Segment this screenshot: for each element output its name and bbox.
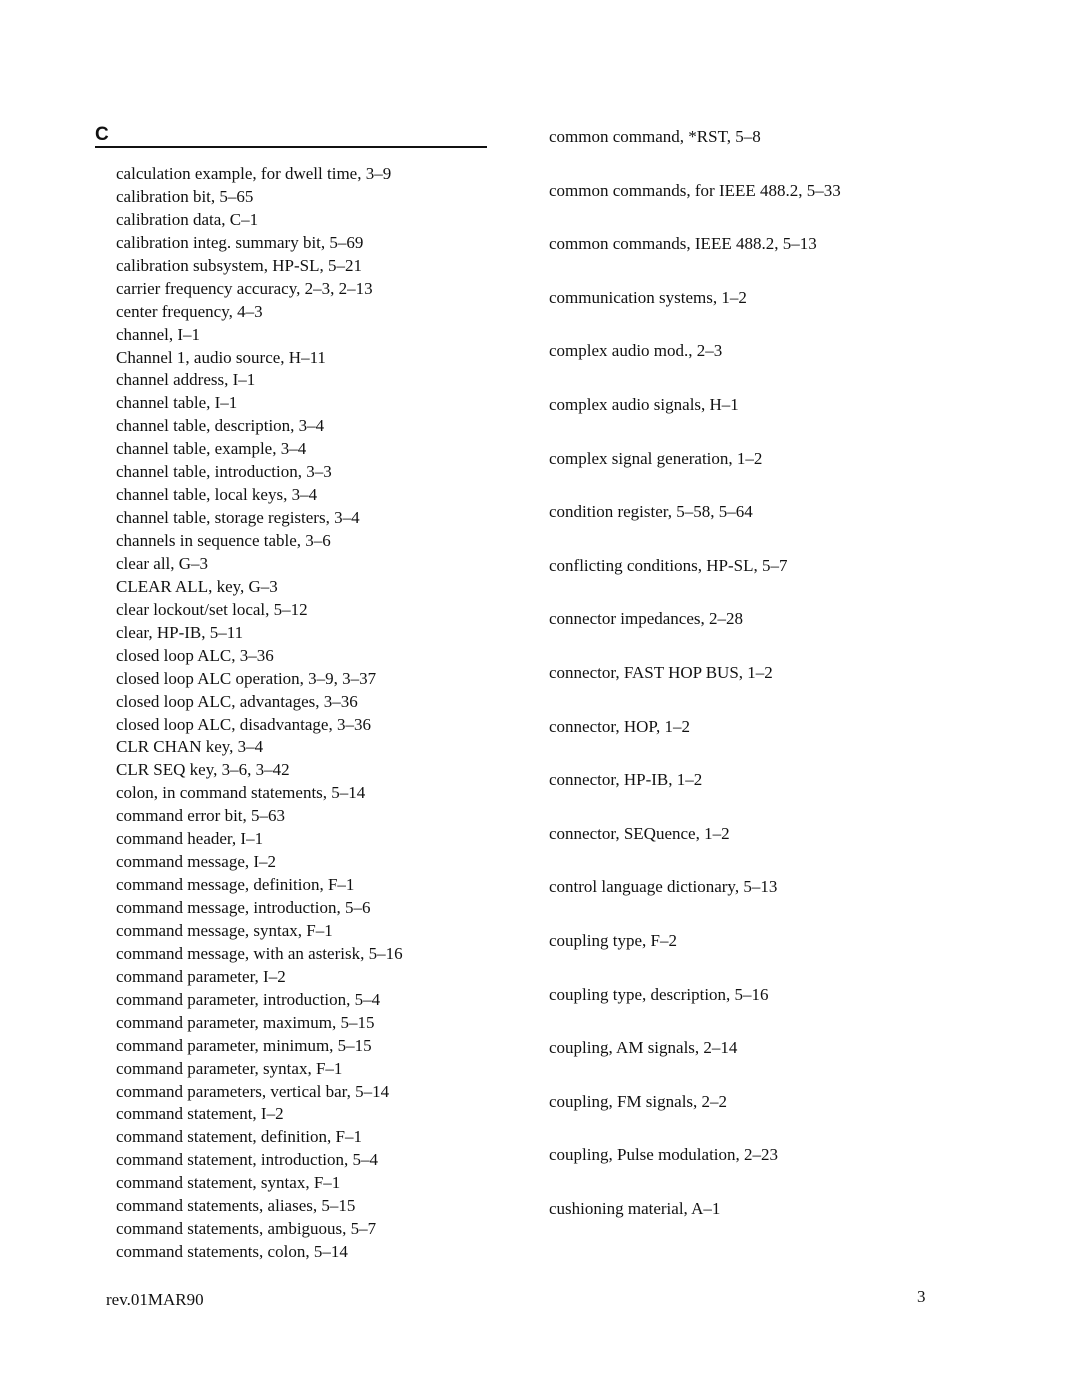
index-entry: command message, I–2 [116, 852, 277, 872]
index-entry: clear all, G–3 [116, 553, 209, 573]
index-entry: command header, I–1 [116, 829, 264, 849]
index-entry: CLR SEQ key, 3–6, 3–42 [116, 760, 290, 780]
index-entry: calibration bit, 5–65 [116, 186, 254, 206]
index-entry: command statements, colon, 5–14 [116, 1242, 348, 1262]
index-entry: command parameter, I–2 [116, 966, 286, 986]
index-entry: command message, with an asterisk, 5–16 [116, 943, 403, 963]
index-entry: command error bit, 5–63 [116, 806, 286, 826]
index-entry: channel table, storage registers, 3–4 [116, 508, 360, 528]
index-entry: command parameter, introduction, 5–4 [116, 989, 381, 1009]
page-number: 3 [917, 1287, 926, 1306]
index-entry: coupling, Pulse modulation, 2–23 [549, 1145, 779, 1165]
index-entry: coupling type, description, 5–16 [549, 984, 769, 1004]
index-entry: carrier frequency accuracy, 2–3, 2–13 [116, 278, 373, 298]
index-entry: channel, I–1 [116, 324, 201, 344]
index-entry: command statements, ambiguous, 5–7 [116, 1219, 377, 1239]
index-entry: common command, *RST, 5–8 [549, 127, 761, 146]
index-entry: command message, definition, F–1 [116, 875, 355, 895]
index-entry: common commands, IEEE 488.2, 5–13 [549, 234, 817, 254]
index-entry: closed loop ALC operation, 3–9, 3–37 [116, 668, 377, 688]
section-letter: C [95, 124, 109, 145]
index-entry: channels in sequence table, 3–6 [116, 531, 331, 550]
index-entry: connector, HOP, 1–2 [549, 716, 690, 736]
index-entry: command statement, definition, F–1 [116, 1127, 362, 1147]
index-entry: coupling, FM signals, 2–2 [549, 1091, 728, 1111]
index-entry: cushioning material, A–1 [549, 1198, 721, 1218]
index-entry: command message, introduction, 5–6 [116, 898, 371, 917]
index-entry: condition register, 5–58, 5–64 [549, 502, 753, 522]
section-divider [95, 146, 487, 148]
index-entry: channel table, I–1 [116, 393, 238, 413]
index-entry: CLR CHAN key, 3–4 [116, 737, 264, 757]
index-entry: control language dictionary, 5–13 [549, 877, 778, 897]
index-entry: channel table, description, 3–4 [116, 416, 325, 436]
index-column-left [116, 163, 496, 1264]
index-entry: Channel 1, audio source, H–11 [116, 347, 326, 367]
index-entry: command statements, aliases, 5–15 [116, 1196, 356, 1216]
index-entry: command statement, I–2 [116, 1104, 284, 1124]
index-entry: channel table, example, 3–4 [116, 439, 307, 459]
index-entry: calibration integ. summary bit, 5–69 [116, 232, 364, 252]
index-entry: command parameter, syntax, F–1 [116, 1058, 343, 1078]
index-entry: colon, in command statements, 5–14 [116, 783, 366, 803]
index-entry: clear lockout/set local, 5–12 [116, 599, 308, 619]
index-entry: connector, SEQuence, 1–2 [549, 823, 730, 843]
index-entry: complex audio mod., 2–3 [549, 341, 723, 361]
index-column-right [549, 122, 969, 1247]
index-entry: command statement, introduction, 5–4 [116, 1150, 379, 1170]
index-entry: communication systems, 1–2 [549, 287, 747, 307]
index-entry: command statement, syntax, F–1 [116, 1173, 341, 1193]
index-entry: coupling, AM signals, 2–14 [549, 1038, 738, 1058]
index-entry: channel table, introduction, 3–3 [116, 462, 332, 482]
revision-label: rev.01MAR90 [106, 1290, 204, 1309]
index-entry: closed loop ALC, disadvantage, 3–36 [116, 714, 371, 734]
index-entry: complex audio signals, H–1 [549, 394, 739, 414]
index-entry: connector impedances, 2–28 [549, 609, 744, 629]
index-entry: calibration subsystem, HP-SL, 5–21 [116, 255, 363, 275]
index-entry: channel table, local keys, 3–4 [116, 485, 318, 505]
index-entry: channel address, I–1 [116, 370, 256, 390]
index-entry: center frequency, 4–3 [116, 301, 263, 321]
index-entry: closed loop ALC, advantages, 3–36 [116, 691, 358, 711]
index-entry: calibration data, C–1 [116, 209, 259, 229]
index-entry: calculation example, for dwell time, 3–9 [116, 164, 392, 183]
index-entry: command parameter, maximum, 5–15 [116, 1012, 375, 1032]
index-entry: connector, HP-IB, 1–2 [549, 770, 703, 790]
index-entry: CLEAR ALL, key, G–3 [116, 576, 278, 596]
index-entry: conflicting conditions, HP-SL, 5–7 [549, 555, 788, 575]
index-entry: common commands, for IEEE 488.2, 5–33 [549, 180, 841, 200]
index-entry: command message, syntax, F–1 [116, 920, 333, 940]
index-entry: command parameters, vertical bar, 5–14 [116, 1081, 390, 1101]
index-entry: connector, FAST HOP BUS, 1–2 [549, 662, 773, 682]
index-entry: coupling type, F–2 [549, 930, 677, 950]
index-entry: command parameter, minimum, 5–15 [116, 1035, 372, 1055]
index-entry: clear, HP-IB, 5–11 [116, 622, 244, 642]
index-entry: closed loop ALC, 3–36 [116, 645, 274, 665]
index-entry: complex signal generation, 1–2 [549, 448, 763, 468]
